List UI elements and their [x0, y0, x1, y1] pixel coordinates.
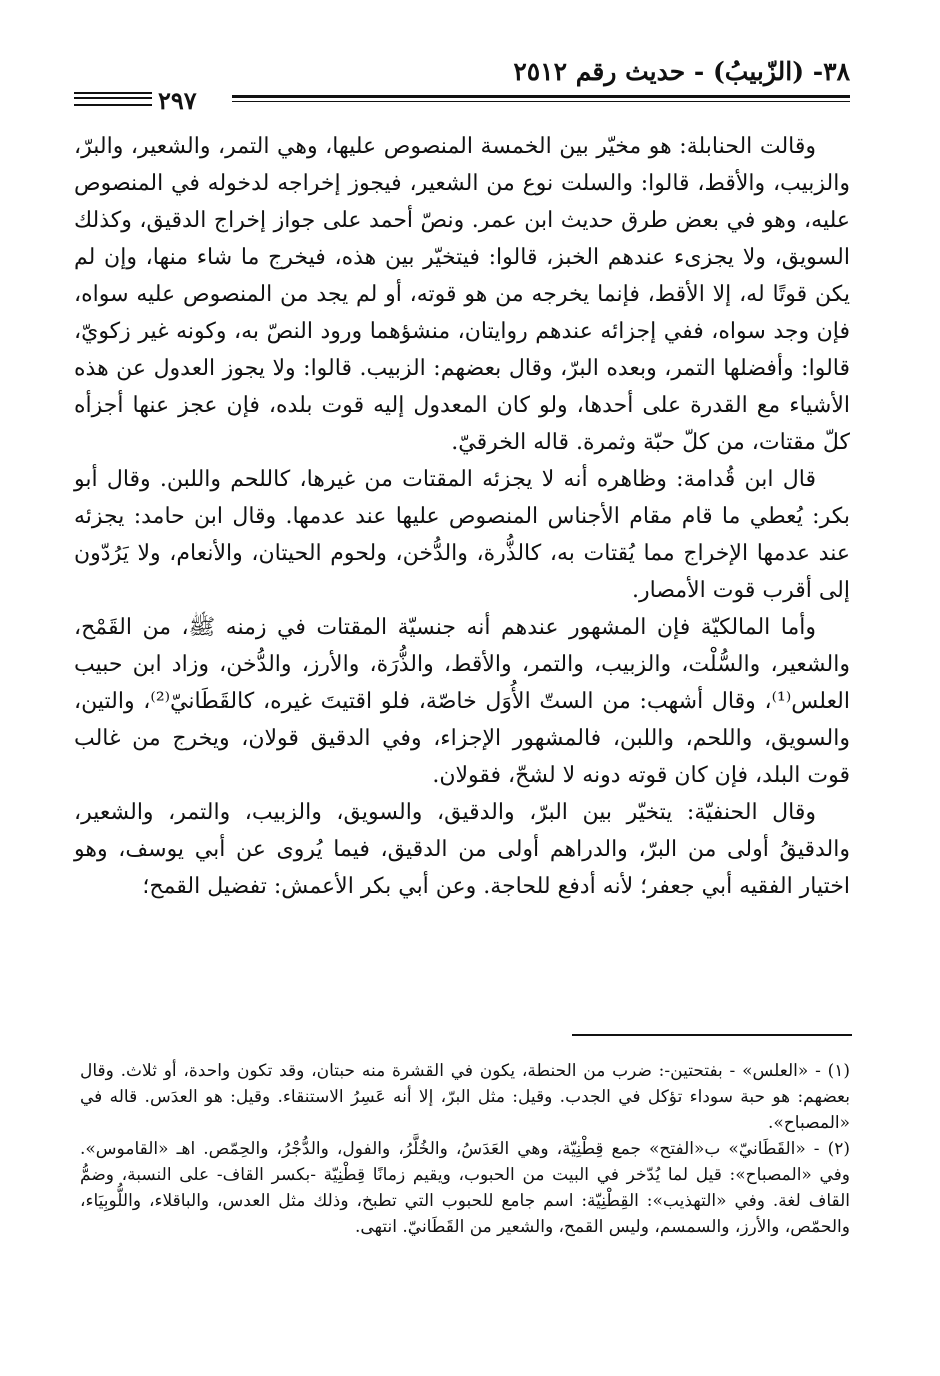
footnote-1: (١) - «العلس» - بفتحتين-: ضرب من الحنطة، يكون في القشرة منه حبتان، وقد تكون واحدة، أو ثلاث. وقال بعضهم: هو حبة سوداء تؤكل في الجدب. وقيل: مثل البرّ، إلا أنه عَسِرُ الاستنقاء. وقيل: هو العدَس. قاله في «المصباح».	[80, 1061, 850, 1133]
footnotes	[80, 1058, 850, 1240]
paragraph-hanabila: وقالت الحنابلة: هو مخيّر بين الخمسة المنصوص عليها، وهي التمر، والشعير، والبرّ، والزبيب، والأقط، قالوا: والسلت نوع من الشعير، فيجوز إخراجه لدخوله في المنصوص عليه، وهو في بعض طرق حديث ابن عمر. ونصّ أحمد على جواز إخراج الدقيق، وكذلك السويق، ولا يجزىء عندهم الخبز، قالوا: فيتخيّر بين هذه، فيخرج ما شاء منها، وإن لم يكن قوتًا له، إلا الأقط، فإنما يخرجه من هو قوته، أو لم يجد من المنصوص عليه سواه، فإن وجد سواه، ففي إجزائه عندهم روايتان، منشؤهما ورود النصّ به، وكونه غير زكويّ، قالوا: وأفضلها التمر، وبعده البرّ، وقال بعضهم: الزبيب. قالوا: ولا يجوز العدول عن هذه الأشياء مع القدرة على أحدها، ولو كان المعدول إليه قوت بلده، فإن عجز عنها أجزأه كلّ مقتات، من كلّ حبّة وثمرة. قاله الخرقيّ.	[74, 134, 850, 455]
page-header	[74, 55, 850, 115]
paragraph-hanafiyya: وقال الحنفيّة: يتخيّر بين البرّ، والدقيق، والسويق، والزبيب، والتمر، والشعير، والدقيقُ أولى من البرّ، والدراهم أولى من الدقيق، فيما يُروى عن أبي يوسف، وهو اختيار الفقيه أبي جعفر؛ لأنه أدفع للحاجة. وعن أبي بكر الأعمش: تفضيل القمح؛	[74, 800, 850, 899]
running-title: ٣٨- (الزّبيبُ) - حديث رقم ٢٥١٢	[513, 57, 850, 86]
footnote-separator	[572, 1034, 852, 1036]
page-number-rule	[74, 97, 152, 99]
paragraph-ibn-qudama: قال ابن قُدامة: وظاهره أنه لا يجزئه المقتات من غيرها، كاللحم واللبن. وقال أبو بكر: يُعطي ما قام مقام الأجناس المنصوص عليها عند عدمها. وقال ابن حامد: يجزئه عند عدمها الإخراج مما يُقتات به، كالذُّرة، والدُّخن، ولحوم الحيتان، والأنعام، ولا يَرُدّون إلى أقرب قوت الأمصار.	[74, 467, 850, 603]
paragraph-malikiyya: وأما المالكيّة فإن المشهور عندهم أنه جنسيّة المقتات في زمنه ﷺ، من القَمْح، والشعير، والسُّلْت، والزبيب، والتمر، والأقط، والذُّرَة، والأرز، والدُّخن، وزاد ابن حبيب العلس⁽¹⁾، وقال أشهب: من الستّ الأُوَل خاصّة، فلو اقتيتَ غيره، كالقَطَانيّ⁽²⁾، والتين، والسويق، واللحم، واللبن، فالمشهور الإجزاء، وفي الدقيق قولان، ويخرج من غالب قوت البلد، فإن كان قوته دونه لا لشحّ، فقولان.	[74, 615, 850, 788]
header-rule	[232, 95, 850, 98]
page-number: ٢٩٧	[158, 86, 197, 115]
footnote-2: (٢) - «القَطَانيّ» ب«الفتح» جمع قِطْنِيّة، وهي العَدَسُ، والخُلَّرُ، والفول، والدُّجْرُ، والحِمّص. اهـ «القاموس». وفي «المصباح»: قيل لما يُدّخر في البيت من الحبوب، ويقيم زمانًا قِطْنِيّة -بكسر القاف- على النسبة، وضمُّ القاف لغة. وفي «التهذيب»: القِطْنِيّة: اسم جامع للحبوب التي تطبخ، وذلك مثل العدس، والباقلاء، واللُّوبِيَاء، والحمّص، والأرز، والسمسم، وليس القمح، والشعير من القَطَانيّ. انتهى.	[80, 1139, 850, 1237]
main-text	[74, 128, 850, 905]
